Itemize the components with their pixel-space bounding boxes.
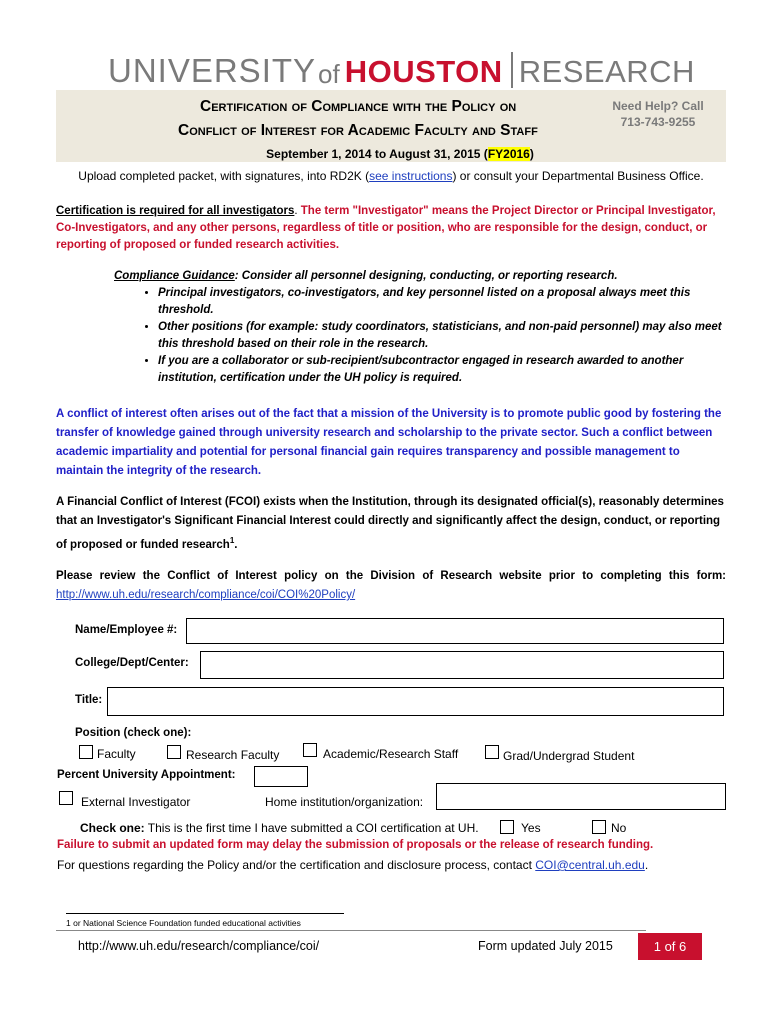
yes-checkbox[interactable] bbox=[500, 820, 514, 834]
questions-contact: For questions regarding the Policy and/or the certification and disclosure process, contact COI@central.uh.edu. bbox=[57, 858, 649, 872]
failure-warning: Failure to submit an updated form may delay the submission of proposals or the release of research funding. bbox=[57, 839, 654, 851]
compliance-guidance: Compliance Guidance: Consider all personnel designing, conducting, or reporting research. • Principal investigators, co-investigators, and key personnel listed on a proposal always meet this threshold. • Other positions (for example: study coordinators, statisticians, and non-paid personnel) may also meet this threshold based on their role in the research. • If you are a collaborator or sub-recipient/subcontractor engaged in research awarded to another institution, certification under the UH policy is required. bbox=[114, 268, 734, 387]
review-policy-paragraph: Please review the Conflict of Interest policy on the Division of Research website prior to completing this form: http://www.uh.edu/research/compliance/coi/COI%20Policy/ bbox=[56, 570, 726, 601]
academic-research-staff-option-label: Academic/Research Staff bbox=[323, 747, 459, 761]
name-employee-input[interactable] bbox=[186, 618, 724, 644]
fiscal-year-highlight: FY2016 bbox=[487, 147, 530, 161]
faculty-option-label: Faculty bbox=[97, 747, 136, 761]
appointment-label: Percent University Appointment: bbox=[57, 769, 236, 781]
title-label: Title: bbox=[75, 694, 103, 706]
external-investigator-checkbox[interactable] bbox=[59, 791, 73, 805]
yes-label: Yes bbox=[521, 821, 541, 835]
footnote-text: 1 or National Science Foundation funded educational activities bbox=[66, 918, 301, 928]
no-checkbox[interactable] bbox=[592, 820, 606, 834]
logo-university: UNIVERSITY bbox=[108, 52, 317, 89]
coi-email-link[interactable]: COI@central.uh.edu bbox=[535, 858, 645, 872]
logo-houston: HOUSTON bbox=[344, 54, 503, 89]
title-input[interactable] bbox=[107, 687, 724, 716]
college-dept-center-input[interactable] bbox=[200, 651, 724, 679]
academic-research-staff-checkbox[interactable] bbox=[303, 743, 317, 757]
help-contact bbox=[603, 98, 713, 130]
fcoi-paragraph: A Financial Conflict of Interest (FCOI) exists when the Institution, through its designated official(s), reasonably determines that an Investigator's Significant Financial Interest could directly and significantly affect the design, conduct, or reporting of proposed or funded research$^1$. bbox=[56, 496, 724, 551]
footer-rule bbox=[56, 930, 646, 931]
footnote-mark: 1 bbox=[229, 536, 235, 545]
footnote-divider bbox=[66, 913, 344, 914]
grad-undergrad-student-option-label: Grad/Undergrad Student bbox=[503, 749, 635, 763]
upload-instructions: Upload completed packet, with signatures, into RD2K (see instructions) or consult your Departmental Business Office. bbox=[78, 169, 704, 183]
guidance-bullet: • Other positions (for example: study coordinators, statisticians, and non-paid personnel) may also meet this threshold based on their role in the research. bbox=[158, 319, 734, 353]
see-instructions-link[interactable]: see instructions bbox=[369, 169, 453, 183]
page-number-badge: 1 of 6 bbox=[638, 933, 702, 960]
certification-lead: Certification is required for all investigators bbox=[56, 205, 295, 217]
guidance-label: Compliance Guidance bbox=[114, 270, 235, 282]
help-label: Need Help? Call bbox=[612, 99, 704, 113]
conflict-of-interest-paragraph: A conflict of interest often arises out of the fact that a mission of the University is to promote public good by fostering the transfer of knowledge gained through university research and scholarship to the private sector. Such a conflict between academic impartiality and potential for personal financial gain requires transparency and possible management to maintain the integrity of the research. bbox=[56, 408, 722, 477]
guidance-bullet: • If you are a collaborator or sub-recipient/subcontractor engaged in research awarded to another institution, certification under the UH policy is required. bbox=[158, 353, 734, 387]
logo-of: of bbox=[318, 59, 340, 89]
faculty-checkbox[interactable] bbox=[79, 745, 93, 759]
help-phone: 713-743-9255 bbox=[620, 115, 696, 129]
grad-undergrad-student-checkbox[interactable] bbox=[485, 745, 499, 759]
home-institution-input[interactable] bbox=[436, 783, 726, 810]
form-title-line2: Conflict of Interest for Academic Faculty and Staff bbox=[178, 122, 538, 139]
research-faculty-option-label: Research Faculty bbox=[186, 748, 280, 762]
coi-policy-link[interactable]: http://www.uh.edu/research/compliance/coi/COI%20Policy/ bbox=[56, 589, 356, 601]
form-title-line1: Certification of Compliance with the Policy on bbox=[200, 98, 517, 115]
university-logo bbox=[108, 50, 695, 90]
certification-paragraph: Certification is required for all investigators. The term "Investigator" means the Project Director or Principal Investigator, Co-Investigators, and any other persons, regardless of title or position, who are responsible for the design, conduct, or reporting of proposed or funded research activities. bbox=[56, 205, 716, 251]
college-label: College/Dept/Center: bbox=[75, 657, 189, 669]
home-institution-label: Home institution/organization: bbox=[265, 795, 424, 809]
guidance-bullet: • Principal investigators, co-investigators, and key personnel listed on a proposal always meet this threshold. bbox=[158, 285, 734, 319]
no-label: No bbox=[611, 821, 627, 835]
form-updated-date: Form updated July 2015 bbox=[478, 939, 613, 953]
research-faculty-checkbox[interactable] bbox=[167, 745, 181, 759]
percent-appointment-input[interactable] bbox=[254, 766, 308, 787]
check-one-statement: Check one: This is the first time I have submitted a COI certification at UH. bbox=[80, 821, 479, 835]
footer-url: http://www.uh.edu/research/compliance/coi/ bbox=[78, 939, 320, 953]
logo-divider bbox=[511, 52, 513, 88]
date-range: September 1, 2014 to August 31, 2015 (FY2016) bbox=[266, 147, 534, 161]
investigator-definition: The term "Investigator" means the Project Director or Principal Investigator, Co-Investigators, and any other persons, regardless of title or position, who are responsible for the design, conduct, or reporting of proposed or funded research activities. bbox=[56, 205, 716, 251]
logo-research: RESEARCH bbox=[518, 54, 695, 89]
position-label: Position (check one): bbox=[75, 727, 192, 739]
external-investigator-label: External Investigator bbox=[81, 795, 191, 809]
name-label: Name/Employee #: bbox=[75, 624, 178, 636]
